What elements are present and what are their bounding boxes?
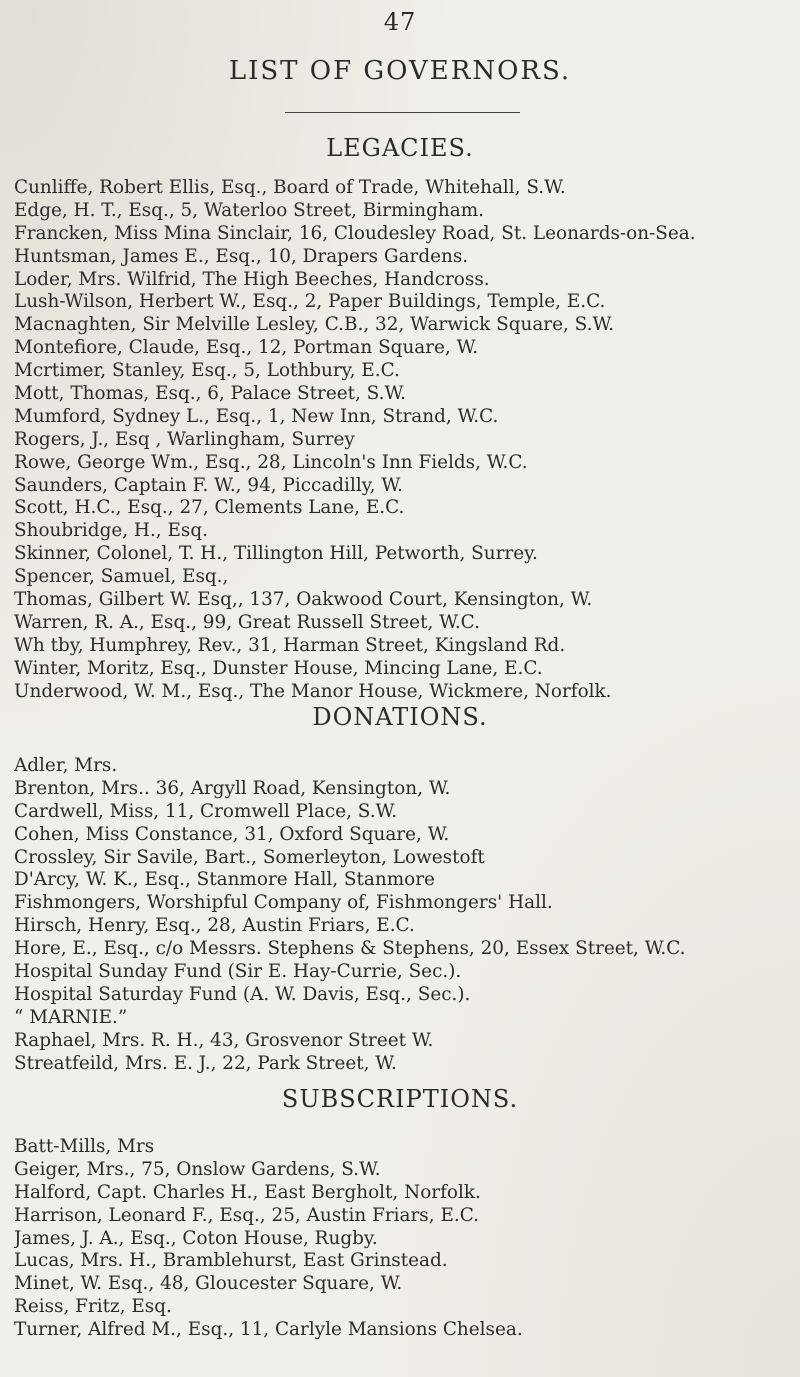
list-item: Thomas, Gilbert W. Esq,, 137, Oakwood Court, Kensington, W. bbox=[14, 589, 593, 611]
list-item: Scott, H.C., Esq., 27, Clements Lane, E.C. bbox=[14, 497, 405, 519]
list-item: Shoubridge, H., Esq. bbox=[14, 520, 208, 542]
section-heading-subscriptions: SUBSCRIPTIONS. bbox=[281, 1085, 519, 1113]
list-item: Saunders, Captain F. W., 94, Piccadilly, W. bbox=[14, 474, 403, 496]
list-item: “ MARNIE.” bbox=[14, 1006, 128, 1028]
list-item: Streatfeild, Mrs. E. J., 22, Park Street, W. bbox=[14, 1052, 397, 1074]
list-item: Skinner, Colonel, T. H., Tillington Hill, Petworth, Surrey. bbox=[14, 543, 538, 565]
list-item: Halford, Capt. Charles H., East Bergholt, Norfolk. bbox=[14, 1181, 481, 1203]
page-title: LIST OF GOVERNORS. bbox=[228, 56, 572, 86]
list-item: Edge, H. T., Esq., 5, Waterloo Street, Birmingham. bbox=[14, 199, 484, 221]
list-item: Warren, R. A., Esq., 99, Great Russell Street, W.C. bbox=[14, 611, 480, 633]
list-item: Hirsch, Henry, Esq., 28, Austin Friars, E.C. bbox=[14, 915, 415, 937]
list-item: Spencer, Samuel, Esq., bbox=[14, 566, 229, 588]
list-item: Minet, W. Esq., 48, Gloucester Square, W. bbox=[14, 1273, 403, 1295]
list-item: Macnaghten, Sir Melville Lesley, C.B., 32, Warwick Square, S.W. bbox=[14, 314, 614, 336]
page-number: 47 bbox=[383, 8, 417, 36]
list-item: Mott, Thomas, Esq., 6, Palace Street, S.W. bbox=[14, 383, 406, 405]
list-item: Hospital Sunday Fund (Sir E. Hay-Currie, Sec.). bbox=[14, 961, 462, 983]
list-item: Cunliffe, Robert Ellis, Esq., Board of Trade, Whitehall, S.W. bbox=[14, 177, 566, 198]
list-item: Harrison, Leonard F., Esq., 25, Austin Friars, E.C. bbox=[14, 1204, 479, 1226]
list-item: Cohen, Miss Constance, 31, Oxford Square, W. bbox=[14, 823, 450, 845]
list-item: Lush-Wilson, Herbert W., Esq., 2, Paper Buildings, Temple, E.C. bbox=[14, 291, 606, 313]
list-item: Fishmongers, Worshipful Company of, Fishmongers' Hall. bbox=[14, 892, 553, 914]
list-item: Batt-Mills, Mrs bbox=[14, 1136, 155, 1157]
list-item: Huntsman, James E., Esq., 10, Drapers Gardens. bbox=[14, 245, 469, 267]
list-item: Rowe, George Wm., Esq., 28, Lincoln's Inn Fields, W.C. bbox=[14, 451, 528, 473]
list-item: Lucas, Mrs. H., Bramblehurst, East Grinstead. bbox=[14, 1250, 448, 1272]
list-item: Geiger, Mrs., 75, Onslow Gardens, S.W. bbox=[14, 1158, 381, 1180]
list-item: Reiss, Fritz, Esq. bbox=[14, 1296, 172, 1318]
section-heading-legacies: LEGACIES. bbox=[326, 134, 474, 162]
list-item: Cardwell, Miss, 11, Cromwell Place, S.W. bbox=[14, 800, 398, 822]
list-item: Underwood, W. M., Esq., The Manor House, Wickmere, Norfolk. bbox=[14, 680, 612, 702]
list-item: Loder, Mrs. Wilfrid, The High Beeches, Handcross. bbox=[14, 268, 490, 290]
title-divider bbox=[285, 112, 520, 113]
list-item: Wh tby, Humphrey, Rev., 31, Harman Street, Kingsland Rd. bbox=[14, 634, 566, 656]
list-item: Raphael, Mrs. R. H., 43, Grosvenor Street W. bbox=[14, 1029, 434, 1051]
list-item: Hore, E., Esq., c/o Messrs. Stephens & Stephens, 20, Essex Street, W.C. bbox=[14, 938, 686, 960]
list-item: Mumford, Sydney L., Esq., 1, New Inn, Strand, W.C. bbox=[14, 405, 499, 427]
legacies-list bbox=[14, 177, 800, 703]
list-item: Hospital Saturday Fund (A. W. Davis, Esq., Sec.). bbox=[14, 983, 471, 1005]
list-item: Turner, Alfred M., Esq., 11, Carlyle Mansions Chelsea. bbox=[14, 1319, 523, 1341]
donations-list bbox=[14, 755, 800, 1075]
list-item: Adler, Mrs. bbox=[14, 755, 118, 776]
list-item: Winter, Moritz, Esq., Dunster House, Mincing Lane, E.C. bbox=[14, 657, 543, 679]
section-heading-donations: DONATIONS. bbox=[312, 703, 488, 731]
list-item: D'Arcy, W. K., Esq., Stanmore Hall, Stanmore bbox=[14, 869, 435, 891]
list-item: Brenton, Mrs.. 36, Argyll Road, Kensington, W. bbox=[14, 777, 451, 799]
list-item: James, J. A., Esq., Coton House, Rugby. bbox=[14, 1227, 378, 1249]
list-item: Mcrtimer, Stanley, Esq., 5, Lothbury, E.C. bbox=[14, 360, 400, 382]
list-item: Francken, Miss Mina Sinclair, 16, Cloudesley Road, St. Leonards-on-Sea. bbox=[14, 222, 696, 244]
list-item: Montefiore, Claude, Esq., 12, Portman Square, W. bbox=[14, 337, 479, 359]
list-item: Crossley, Sir Savile, Bart., Somerleyton, Lowestoft bbox=[14, 846, 485, 868]
subscriptions-list bbox=[14, 1136, 800, 1342]
list-item: Rogers, J., Esq , Warlingham, Surrey bbox=[14, 428, 355, 450]
